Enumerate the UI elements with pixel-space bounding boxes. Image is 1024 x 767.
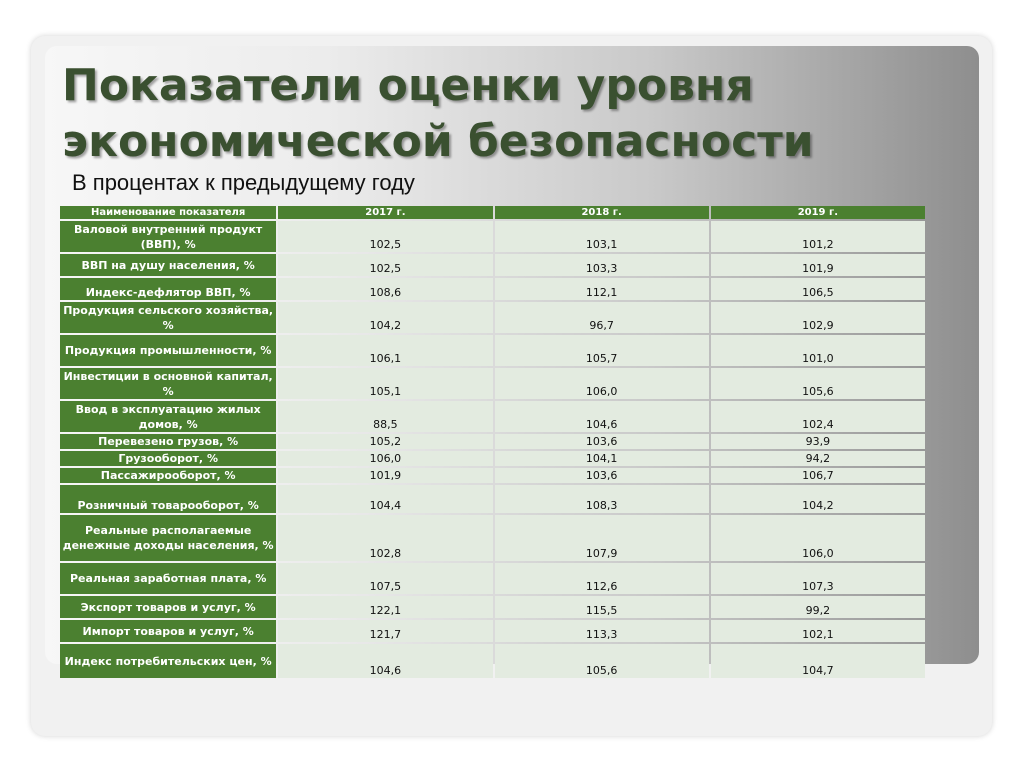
slide-title-line-1: Показатели оценки уровня bbox=[62, 60, 754, 111]
table-row bbox=[60, 468, 925, 483]
row-name: Продукция сельского хозяйства, % bbox=[60, 302, 276, 333]
row-name: Экспорт товаров и услуг, % bbox=[60, 596, 276, 618]
row-value-2018: 103,1 bbox=[495, 221, 709, 252]
row-value-2019: 102,4 bbox=[711, 401, 925, 432]
row-value-2017: 101,9 bbox=[278, 468, 492, 483]
row-value-2018: 105,6 bbox=[495, 644, 709, 678]
row-value-2018: 96,7 bbox=[495, 302, 709, 333]
row-value-2019: 102,1 bbox=[711, 620, 925, 642]
table-row bbox=[60, 335, 925, 366]
table-row bbox=[60, 278, 925, 300]
table-row bbox=[60, 302, 925, 333]
row-name: Ввод в эксплуатацию жилых домов, % bbox=[60, 401, 276, 432]
row-value-2019: 105,6 bbox=[711, 368, 925, 399]
row-value-2017: 104,2 bbox=[278, 302, 492, 333]
row-value-2017: 102,8 bbox=[278, 515, 492, 561]
table-row bbox=[60, 451, 925, 466]
row-name: Реальная заработная плата, % bbox=[60, 563, 276, 594]
row-value-2018: 103,6 bbox=[495, 434, 709, 449]
row-value-2018: 112,1 bbox=[495, 278, 709, 300]
row-value-2017: 107,5 bbox=[278, 563, 492, 594]
row-value-2017: 106,1 bbox=[278, 335, 492, 366]
row-name: ВВП на душу населения, % bbox=[60, 254, 276, 276]
row-value-2019: 102,9 bbox=[711, 302, 925, 333]
row-name: Импорт товаров и услуг, % bbox=[60, 620, 276, 642]
header-2019: 2019 г. bbox=[711, 206, 925, 219]
row-value-2017: 105,2 bbox=[278, 434, 492, 449]
row-value-2019: 106,7 bbox=[711, 468, 925, 483]
row-name: Продукция промышленности, % bbox=[60, 335, 276, 366]
header-indicator-name: Наименование показателя bbox=[60, 206, 276, 219]
table-row bbox=[60, 620, 925, 642]
table-row bbox=[60, 434, 925, 449]
row-value-2019: 106,0 bbox=[711, 515, 925, 561]
row-value-2018: 103,3 bbox=[495, 254, 709, 276]
row-value-2017: 88,5 bbox=[278, 401, 492, 432]
row-value-2019: 101,9 bbox=[711, 254, 925, 276]
row-value-2017: 102,5 bbox=[278, 254, 492, 276]
row-value-2018: 103,6 bbox=[495, 468, 709, 483]
row-value-2018: 115,5 bbox=[495, 596, 709, 618]
row-value-2018: 105,7 bbox=[495, 335, 709, 366]
row-value-2018: 113,3 bbox=[495, 620, 709, 642]
row-value-2019: 94,2 bbox=[711, 451, 925, 466]
table-row bbox=[60, 563, 925, 594]
row-value-2017: 121,7 bbox=[278, 620, 492, 642]
table-row bbox=[60, 515, 925, 561]
slide-title-line-2: экономической безопасности bbox=[62, 116, 814, 167]
row-name: Инвестиции в основной капитал, % bbox=[60, 368, 276, 399]
table-row bbox=[60, 221, 925, 252]
row-value-2019: 101,0 bbox=[711, 335, 925, 366]
row-value-2017: 102,5 bbox=[278, 221, 492, 252]
table-row bbox=[60, 254, 925, 276]
row-value-2017: 104,6 bbox=[278, 644, 492, 678]
row-value-2017: 105,1 bbox=[278, 368, 492, 399]
row-value-2019: 104,7 bbox=[711, 644, 925, 678]
indicators-table bbox=[58, 204, 927, 680]
table-row bbox=[60, 485, 925, 513]
table-header-row bbox=[60, 206, 925, 219]
row-value-2018: 112,6 bbox=[495, 563, 709, 594]
row-value-2019: 107,3 bbox=[711, 563, 925, 594]
row-name: Розничный товарооборот, % bbox=[60, 485, 276, 513]
table-row bbox=[60, 596, 925, 618]
row-value-2018: 106,0 bbox=[495, 368, 709, 399]
row-value-2017: 104,4 bbox=[278, 485, 492, 513]
row-value-2018: 107,9 bbox=[495, 515, 709, 561]
row-value-2018: 108,3 bbox=[495, 485, 709, 513]
row-name: Пассажирооборот, % bbox=[60, 468, 276, 483]
row-value-2017: 108,6 bbox=[278, 278, 492, 300]
row-value-2018: 104,1 bbox=[495, 451, 709, 466]
row-name: Индекс-дефлятор ВВП, % bbox=[60, 278, 276, 300]
slide-subtitle: В процентах к предыдущему году bbox=[72, 170, 415, 195]
table-row bbox=[60, 401, 925, 432]
row-value-2017: 106,0 bbox=[278, 451, 492, 466]
row-value-2019: 99,2 bbox=[711, 596, 925, 618]
row-name: Валовой внутренний продукт (ВВП), % bbox=[60, 221, 276, 252]
row-value-2019: 104,2 bbox=[711, 485, 925, 513]
header-2017: 2017 г. bbox=[278, 206, 492, 219]
slide-title bbox=[62, 58, 942, 170]
row-name: Реальные располагаемые денежные доходы населения, % bbox=[60, 515, 276, 561]
table-row bbox=[60, 368, 925, 399]
row-name: Перевезено грузов, % bbox=[60, 434, 276, 449]
row-value-2019: 93,9 bbox=[711, 434, 925, 449]
row-value-2017: 122,1 bbox=[278, 596, 492, 618]
row-name: Индекс потребительских цен, % bbox=[60, 644, 276, 678]
row-value-2018: 104,6 bbox=[495, 401, 709, 432]
row-name: Грузооборот, % bbox=[60, 451, 276, 466]
header-2018: 2018 г. bbox=[495, 206, 709, 219]
table-row bbox=[60, 644, 925, 678]
row-value-2019: 106,5 bbox=[711, 278, 925, 300]
row-value-2019: 101,2 bbox=[711, 221, 925, 252]
